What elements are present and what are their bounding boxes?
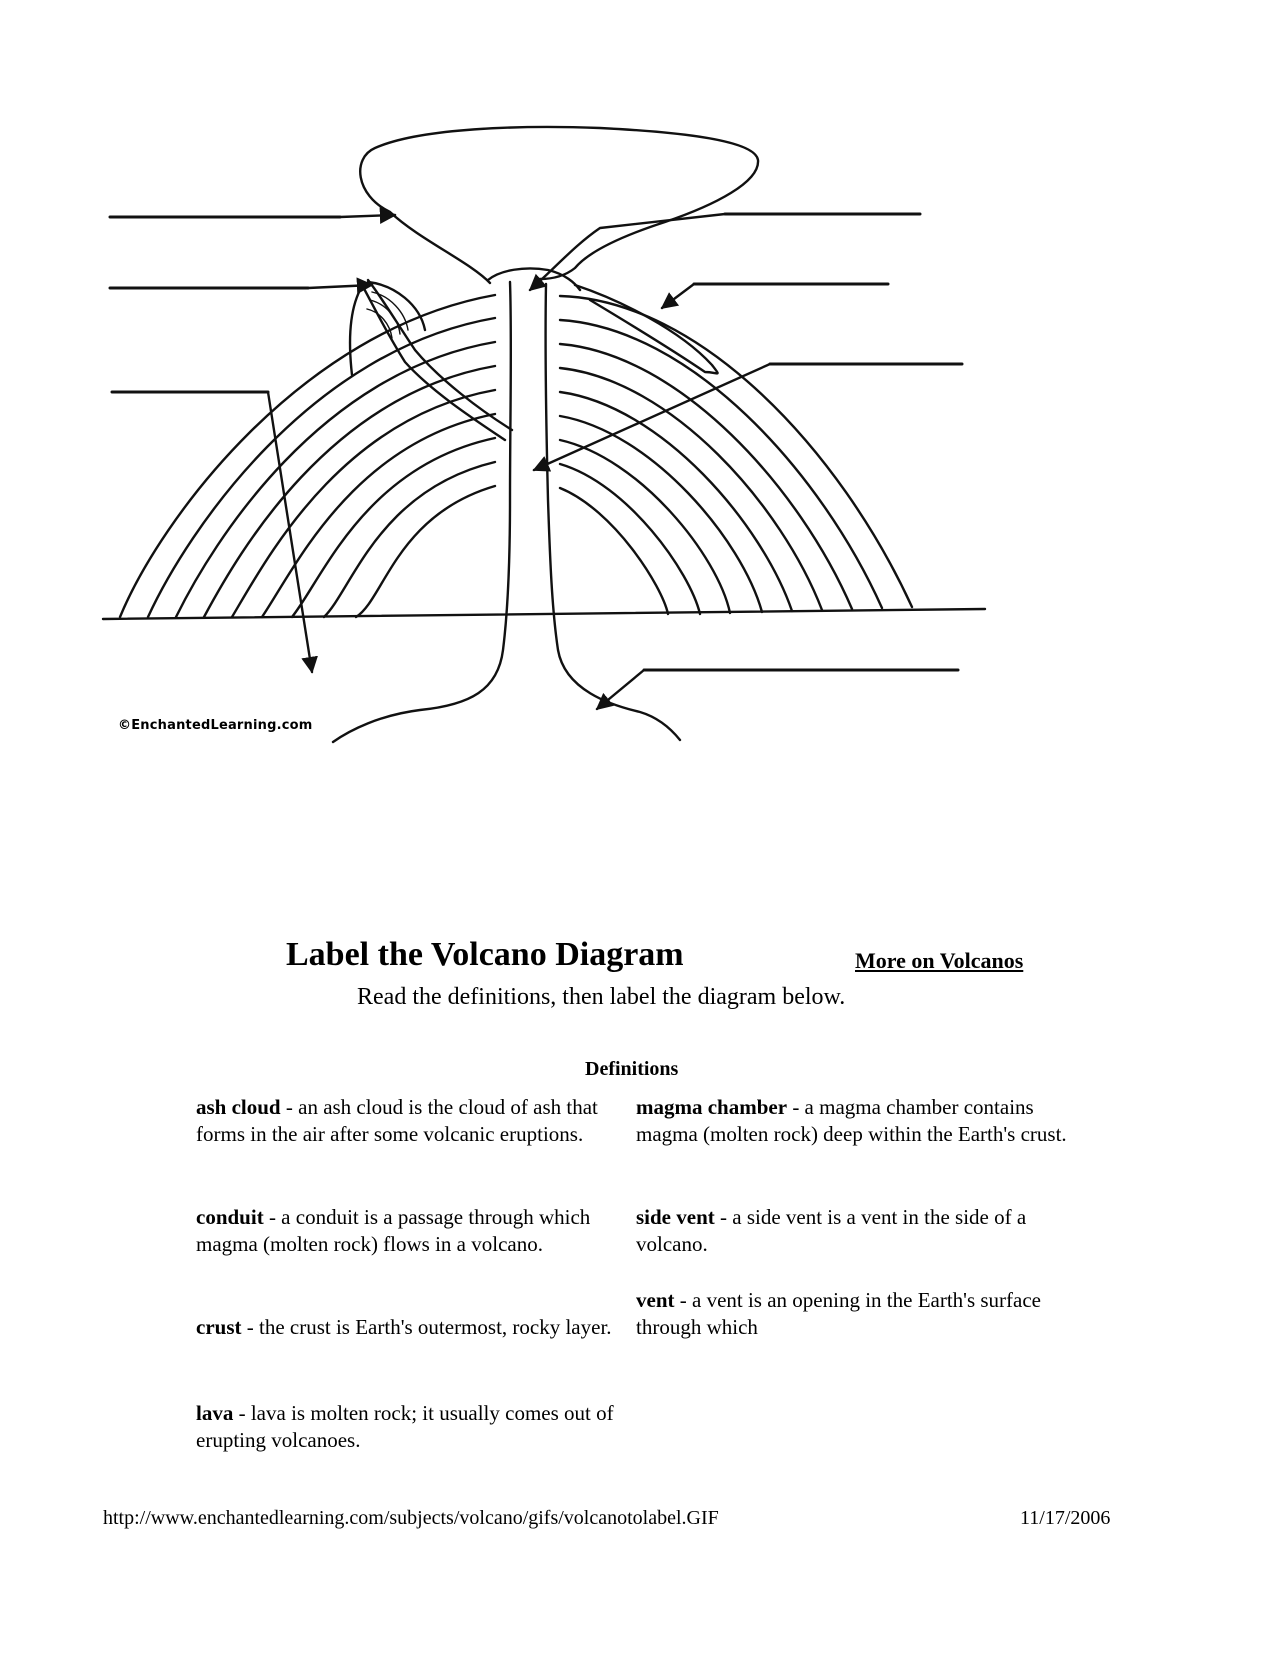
definition-vent bbox=[636, 1287, 1076, 1341]
definition-ash-cloud bbox=[196, 1094, 626, 1148]
footer-date: 11/17/2006 bbox=[1020, 1507, 1111, 1529]
arrow-vent bbox=[530, 214, 725, 290]
definition-term: crust bbox=[196, 1315, 242, 1339]
definition-term: lava bbox=[196, 1401, 234, 1425]
definition-side-vent bbox=[636, 1204, 1076, 1258]
definition-term: conduit bbox=[196, 1205, 264, 1229]
definition-lava bbox=[196, 1400, 626, 1454]
arrow-magma-chamber bbox=[597, 670, 644, 709]
definition-term: ash cloud bbox=[196, 1095, 281, 1119]
diagram-credit: ©EnchantedLearning.com bbox=[118, 718, 313, 733]
conduit-right-wall bbox=[546, 284, 680, 740]
definition-term: side vent bbox=[636, 1205, 715, 1229]
left-strata bbox=[120, 295, 495, 617]
definition-conduit bbox=[196, 1204, 626, 1258]
definition-text: - a magma chamber contains magma (molten rock) deep within the Earth's crust. bbox=[636, 1095, 1067, 1146]
definition-magma-chamber bbox=[636, 1094, 1076, 1148]
definition-term: magma chamber bbox=[636, 1095, 788, 1119]
definition-text: - an ash cloud is the cloud of ash that forms in the air after some volcanic eruptions. bbox=[196, 1095, 598, 1146]
page-title: Label the Volcano Diagram bbox=[286, 936, 684, 973]
arrow-crust bbox=[268, 392, 312, 672]
right-strata bbox=[560, 296, 912, 614]
definition-text: - a vent is an opening in the Earth's surface through which bbox=[636, 1288, 1041, 1339]
definition-text: - a side vent is a vent in the side of a volcano. bbox=[636, 1205, 1027, 1256]
volcano-diagram bbox=[0, 0, 1280, 820]
definition-crust bbox=[196, 1314, 626, 1341]
definition-text: - the crust is Earth's outermost, rocky layer. bbox=[241, 1315, 612, 1339]
ash-cloud-shape bbox=[360, 127, 758, 283]
definition-text: - a conduit is a passage through which magma (molten rock) flows in a volcano. bbox=[196, 1205, 591, 1256]
arrow-lava bbox=[662, 284, 694, 308]
definition-term: vent bbox=[636, 1288, 675, 1312]
lava-flow bbox=[575, 285, 718, 373]
conduit-left-wall bbox=[333, 282, 511, 742]
definition-text: - lava is molten rock; it usually comes out of erupting volcanoes. bbox=[196, 1401, 614, 1452]
arrow-ash-cloud bbox=[340, 215, 395, 217]
footer-url: http://www.enchantedlearning.com/subjects/volcano/gifs/volcanotolabel.GIF bbox=[103, 1507, 719, 1529]
definitions-heading: Definitions bbox=[585, 1058, 679, 1080]
instructions: Read the definitions, then label the diagram below. bbox=[357, 984, 846, 1010]
more-on-volcanos-link[interactable]: More on Volcanos bbox=[855, 948, 1024, 973]
